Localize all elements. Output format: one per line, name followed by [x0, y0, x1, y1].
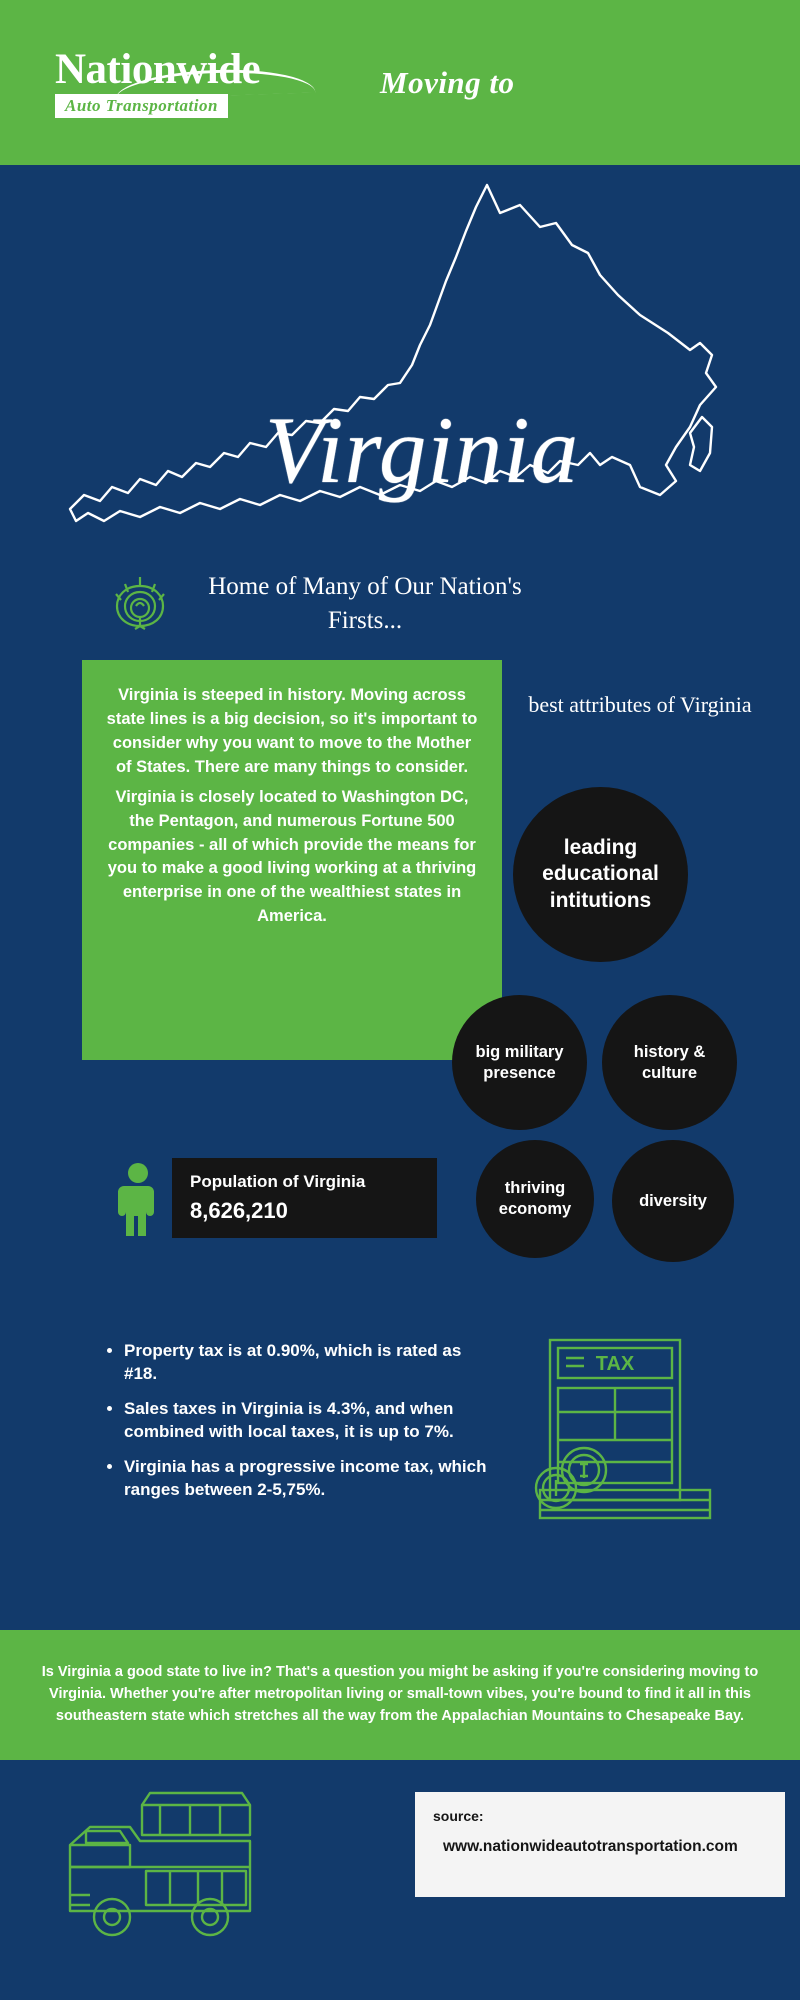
footer-note-text: Is Virginia a good state to live in? That's a question you might be asking if you're considering moving to Virginia. Whether you're after metropolitan living or small-town vibes, you're bound to find it all in this southeastern state which stretches all the way from the Appalachian Mountains to Chesapeake Bay.: [41, 1664, 759, 1724]
history-description-box: [82, 660, 502, 1060]
tax-facts-list: [100, 1340, 495, 1514]
history-paragraph-1: Virginia is steeped in history. Moving across state lines is a big decision, so it's important to consider why you want to move to the Mother of States. There are many things to consider.: [106, 686, 478, 776]
attribute-bubble: thriving economy: [476, 1140, 594, 1258]
source-url[interactable]: www.nationwideautotransportation.com: [443, 1838, 738, 1855]
moving-to-title: Moving to: [380, 64, 515, 100]
state-name-title: Virginia: [265, 397, 580, 503]
firsts-heading: Home of Many of Our Nation's Firsts...: [208, 573, 522, 634]
turkey-icon: [105, 572, 175, 647]
list-item: • Property tax is at 0.90%, which is rated as #18.: [124, 1340, 495, 1386]
attribute-bubble: history & culture: [602, 995, 737, 1130]
population-value: 8,626,210: [190, 1198, 288, 1223]
source-label: source:: [433, 1808, 484, 1824]
attribute-bubble: leading educational intitutions: [513, 787, 688, 962]
list-item: • Virginia has a progressive income tax, which ranges between 2-5,75%.: [124, 1456, 495, 1502]
population-label: Population of Virginia: [190, 1172, 366, 1191]
logo-brand-name: Nationwide: [55, 45, 261, 93]
history-paragraph-2: Virginia is closely located to Washington DC, the Pentagon, and numerous Fortune 500 companies - all of which provide the means for you to make a good living working at a thriving enterprise in one of the wealthiest states in America.: [107, 787, 477, 926]
car-carrier-truck-icon: [50, 1775, 300, 1960]
logo-tagline: Auto Transportation: [55, 94, 228, 118]
source-box: [415, 1792, 785, 1897]
header-bar: [0, 0, 800, 165]
logo: [55, 45, 320, 118]
attribute-bubble: diversity: [612, 1140, 734, 1262]
attribute-bubble: big military presence: [452, 995, 587, 1130]
population-box: [172, 1158, 437, 1238]
svg-text:TAX: TAX: [595, 1353, 635, 1375]
person-icon: [116, 1160, 160, 1245]
list-item: • Sales taxes in Virginia is 4.3%, and when combined with local taxes, it is up to 7%.: [124, 1398, 495, 1444]
footer-note-strip: [0, 1630, 800, 1760]
best-attributes-title: best attributes of Virginia: [528, 692, 752, 717]
tax-document-icon: [520, 1330, 730, 1535]
